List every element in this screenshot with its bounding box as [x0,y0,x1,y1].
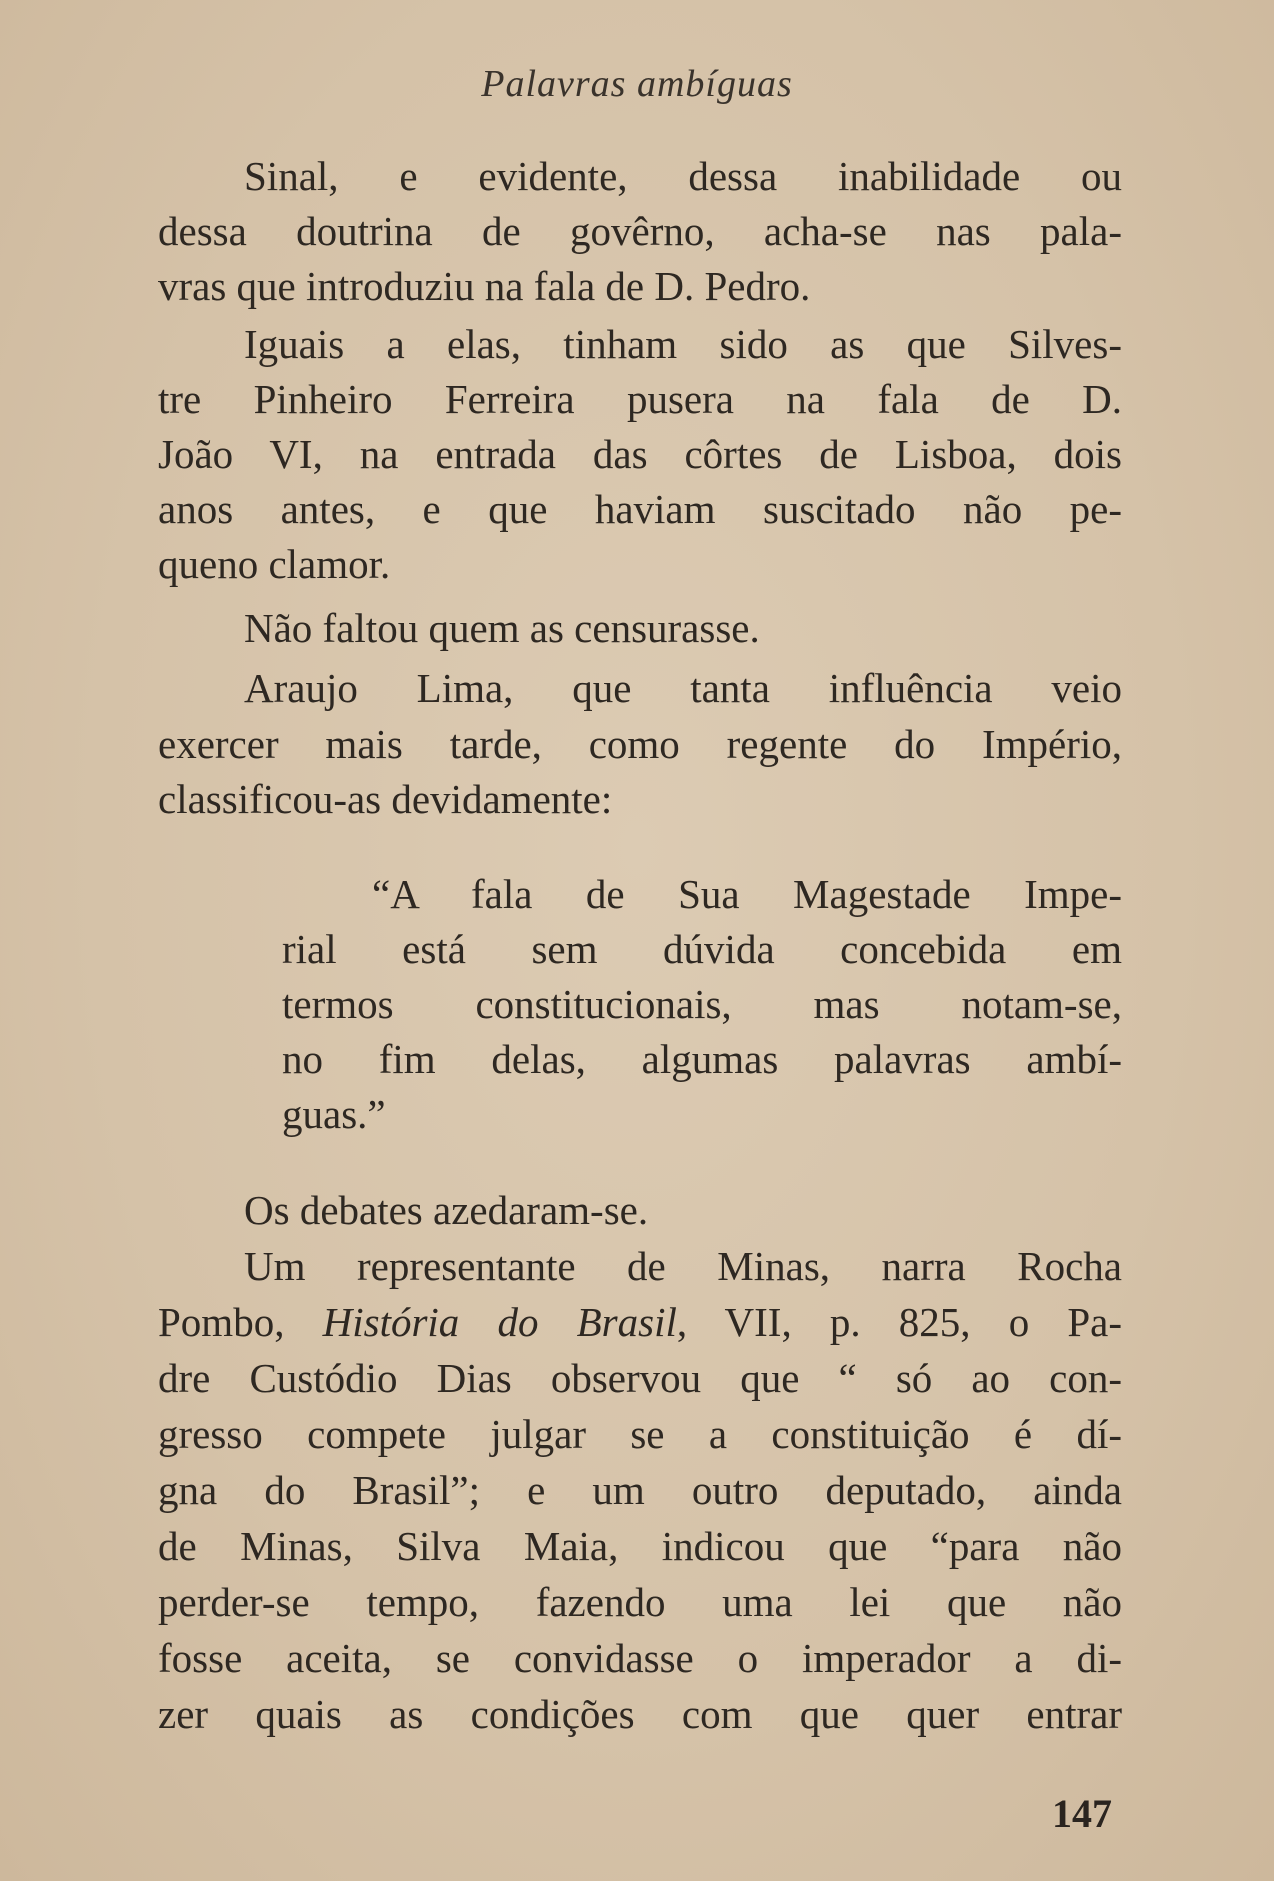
quote-line: rial está sem dúvida concebida em [282,926,1122,972]
text-line: vras que introduziu na fala de D. Pedro. [158,263,811,309]
text-line: zer quais as condições com que quer entrar [158,1691,1122,1737]
quote-line: “A fala de Sua Magestade Impe- [372,871,1122,917]
text-line: de Minas, Silva Maia, indicou que “para não [158,1523,1122,1569]
running-head: Palavras ambíguas [481,63,793,105]
text-line: classificou-as devidamente: [158,776,613,822]
text-line: dessa doutrina de govêrno, acha-se nas pala- [158,208,1122,254]
text-line: Os debates azedaram-se. [244,1187,649,1233]
text-line: Iguais a elas, tinham sido as que Silves- [244,321,1122,367]
text-line: queno clamor. [158,541,391,587]
text-line: exercer mais tarde, como regente do Império, [158,721,1122,767]
citation-suffix: , VII, p. 825, o Pa- [676,1299,1123,1345]
text-line: dre Custódio Dias observou que “ só ao con- [158,1355,1122,1401]
page-number: 147 [1052,1791,1112,1836]
text-line: gresso compete julgar se a constituição é dí- [158,1411,1122,1457]
text-line: perder-se tempo, fazendo uma lei que não [158,1579,1122,1625]
text-line: tre Pinheiro Ferreira pusera na fala de D. [158,376,1122,422]
quote-line: no fim delas, algumas palavras ambí- [282,1036,1122,1082]
text-line: gna do Brasil”; e um outro deputado, ainda [158,1467,1122,1513]
citation-prefix: Pombo, [158,1299,323,1345]
text-line: Um representante de Minas, narra Rocha [244,1243,1122,1289]
quote-line: guas.” [282,1091,386,1137]
text-line: fosse aceita, se convidasse o imperador a di- [158,1635,1122,1681]
text-line: Araujo Lima, que tanta influência veio [244,665,1122,711]
book-title: História do Brasil [322,1299,677,1345]
text-line: anos antes, e que haviam suscitado não pe- [158,486,1122,532]
text-line: Sinal, e evidente, dessa inabilidade ou [244,153,1122,199]
text-line: João VI, na entrada das côrtes de Lisboa, dois [158,431,1122,477]
quote-line: termos constitucionais, mas notam-se, [282,981,1122,1027]
text-line: Não faltou quem as censurasse. [244,605,760,651]
citation-line [158,1296,1122,1348]
